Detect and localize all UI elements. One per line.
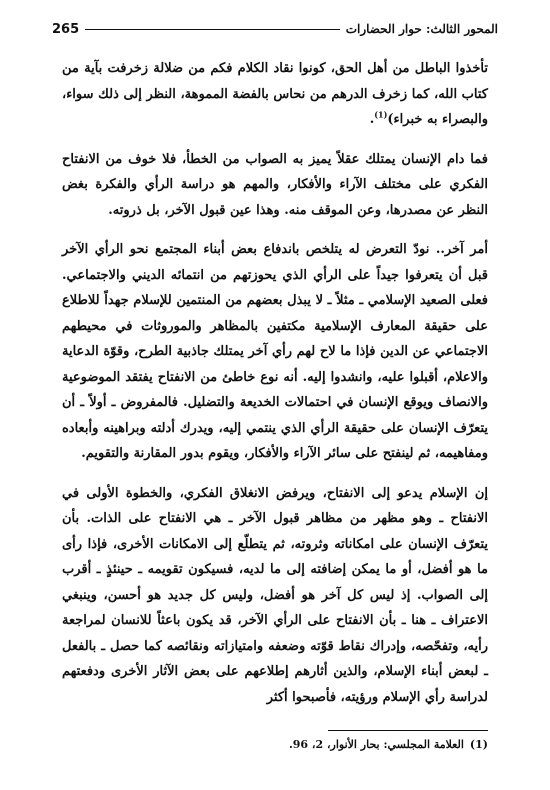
paragraph-1-text: تأخذوا الباطل من أهل الحق، كونوا نقاد الكلام فكم من ضلالة زخرفت بآية من كتاب الله، كما زخرف الدرهم من نحاس بالفضة المموهة، النظر إلى ذلك سواء، والبصراء به خبراء) bbox=[62, 61, 488, 127]
running-header bbox=[52, 18, 498, 40]
footnote-reference[interactable]: (1) bbox=[374, 109, 388, 120]
header-rule bbox=[85, 29, 340, 30]
footnote-separator bbox=[328, 730, 488, 731]
body-text bbox=[62, 56, 488, 724]
paragraph-2: فما دام الإنسان يمتلك عقلاً يميز به الصواب من الخطأ، فلا خوف من الانفتاح الفكري على مختلف الآراء والأفكار، والمهم هو دراسة الرأي والفكرة بغض النظر عن مصدرها، وعن الموقف منه. وهذا عين قبول الآخر، بل ذروته. bbox=[62, 151, 488, 218]
page-number: 265 bbox=[52, 21, 80, 37]
chapter-title: المحور الثالث: حوار الحضارات bbox=[345, 22, 498, 36]
paragraph-1 bbox=[62, 56, 488, 133]
footnote-number: (1) bbox=[469, 738, 488, 751]
paragraph-3: أمر آخر.. نودّ التعرض له يتلخص باندفاع بعض أبناء المجتمع نحو الرأي الآخر قبل أن يتعرفوا جيداً على الرأي الذي يحوزتهم من انتمائه الديني والاجتماعي. فعلى الصعيد الإسلامي ـ مثلاً ـ لا يبذل بعضهم من المنتمين للإسلام جهداً للاطلاع على حقيقة المعارف الإسلامية مكتفين بالمظاهر والموروثات في محيطهم الاجتماعي عن الدين فإذا ما لاح لهم رأي آخر يمتلك جاذبية الطرح، وقوّة الدعاية والاعلام، أقبلوا عليه، وانشدوا إليه. أنه نوع خاطئ من الانفتاح يفتقد الموضوعية والانصاف ويوقع الإنسان في احتمالات الخديعة والتضليل. فالمفروض ـ أولاً ـ أن يتعرّف الإنسان على حقيقة الرأي الذي ينتمي إليه، ويدرك أدلته وبراهينه وأبعاده ومفاهيمه، ثم لينفتح على سائر الآراء والأفكار، ويقوم بدور المقارنة والتقويم. bbox=[62, 242, 488, 461]
footnote bbox=[62, 736, 488, 754]
footnote-text: العلامة المجلسي: بحار الأنوار، 2، 96. bbox=[288, 738, 464, 751]
paragraph-4: إن الإسلام يدعو إلى الانفتاح، ويرفض الانغلاق الفكري، والخطوة الأولى في الانفتاح ـ وهو مظهر من مظاهر قبول الآخر ـ هي الانفتاح على الذات. بأن يتعرّف الإنسان على امكاناته وثروته، ثم يتطلّع إلى الامكانات الأخرى، فإذا رأى ما هو أفضل، أو ما يمكن إضافته إلى ما لديه، فسيكون تقويمه ـ حينئذٍ ـ أقرب إلى الصواب. إذ ليس كل آخر هو أفضل، وليس كل جديد هو أحسن، وينبغي الاعتراف ـ هنا ـ بأن الانفتاح على الرأي الآخر، قد يكون باعثاً للانسان لمراجعة رأيه، وتفحّصه، وإدراك نقاط قوّته وضعفه وامتيازاته ونقائصه كما حصل ـ بالفعل ـ لبعض أبناء الإسلام، والذين أثارهم إطلاعهم على بعض الآثار الأخرى ودفعتهم لدراسة رأي الإسلام ورؤيته، فأصبحوا أكثر bbox=[62, 485, 488, 705]
paragraph-1-end: . bbox=[369, 112, 375, 127]
